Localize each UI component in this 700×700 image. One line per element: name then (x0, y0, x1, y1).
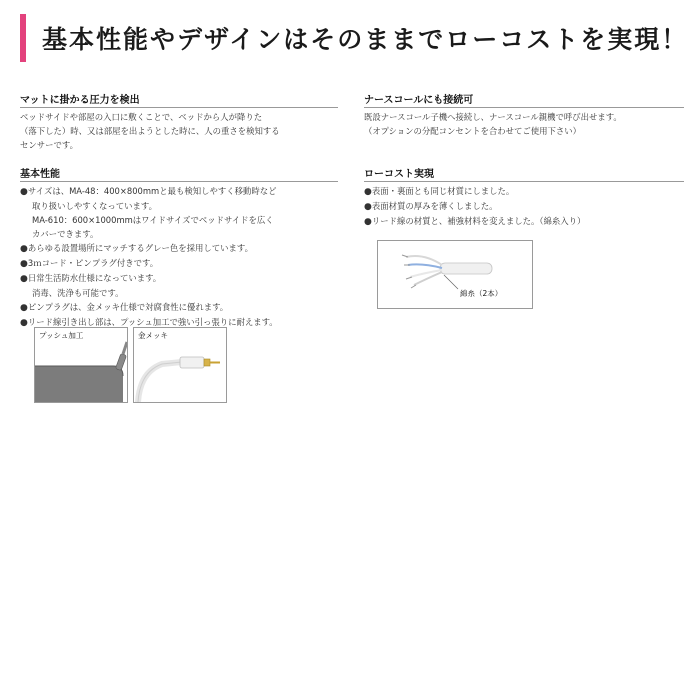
bullet-item (364, 184, 684, 199)
title-accent-bar (20, 14, 26, 62)
bullet-item (20, 184, 338, 199)
section-title: 基本性能 (20, 165, 338, 182)
item-text: 消毒、洗浄も可能です。 (32, 288, 124, 298)
cable-illustration (378, 241, 532, 308)
item-text: カバーできます。 (32, 229, 99, 239)
bullet-icon: ● (364, 202, 372, 212)
item-text: 3ｍコード・ピンプラグ付きです。 (27, 258, 159, 268)
bullet-icon: ● (364, 217, 372, 227)
bullet-item (20, 300, 338, 315)
bullet-continuation (20, 199, 338, 213)
item-text: サイズは、MA-48：400×800mmと最も検知しやすく移動時など (27, 186, 277, 196)
bullet-continuation (20, 286, 338, 300)
bullet-icon: ● (364, 187, 372, 197)
item-text: 取り扱いしやすくなっています。 (32, 201, 157, 211)
cable-photo (377, 240, 533, 309)
item-text: リード線引き出し部は、プッシュ加工で強い引っ張りに耐えます。 (27, 317, 278, 327)
bullet-icon: ● (20, 187, 28, 197)
bullet-item (20, 241, 338, 256)
feature-list (364, 184, 684, 229)
item-text: 表面・裏面とも同じ材質にしました。 (371, 186, 515, 196)
section-low-cost (364, 165, 684, 229)
bullet-item (364, 214, 684, 229)
section-title: マットに掛かる圧力を検出 (20, 91, 338, 108)
text-line: （落下した）時、又は部屋を出ようとした時に、人の重さを検知する (20, 126, 280, 136)
feature-list (20, 184, 338, 330)
gold-plating-photo (133, 327, 227, 403)
bullet-icon: ● (20, 303, 28, 313)
text-line: センサーです。 (20, 140, 78, 150)
item-text: ピンプラグは、金メッキ仕様で対腐食性に優れます。 (27, 302, 229, 312)
bullet-icon: ● (20, 259, 28, 269)
section-title: ナースコールにも接続可 (364, 91, 684, 108)
section-title: ローコスト実現 (364, 165, 684, 182)
section-nurse-call (364, 91, 684, 138)
photo-label: 金メッキ (138, 331, 168, 340)
bullet-continuation (20, 213, 338, 227)
item-text: 日常生活防水仕様になっています。 (27, 273, 162, 283)
bullet-item (20, 256, 338, 271)
push-processing-photo (34, 327, 128, 403)
photo-label: 綿糸（2本） (460, 289, 503, 298)
bullet-item (20, 271, 338, 286)
item-text: 表面材質の厚みを薄くしました。 (371, 201, 498, 211)
photo-label: プッシュ加工 (39, 331, 84, 340)
bullet-continuation (20, 227, 338, 241)
section-mat-pressure (20, 91, 338, 152)
item-text: MA-610：600×1000mmはワイドサイズでベッドサイドを広く (32, 215, 274, 225)
text-line: （オプションの分配コンセントを合わせてご使用下さい） (364, 126, 581, 136)
section-basic-performance (20, 165, 338, 330)
bullet-icon: ● (20, 318, 28, 328)
text-line: 既設ナースコール子機へ接続し、ナースコール親機で呼び出せます。 (364, 112, 622, 122)
item-text: あらゆる設置場所にマッチするグレー色を採用しています。 (27, 243, 253, 253)
item-text: リード線の材質と、補強材料を変えました。（綿糸入り） (371, 216, 586, 226)
bullet-icon: ● (20, 274, 28, 284)
bullet-item (364, 199, 684, 214)
bullet-icon: ● (20, 244, 28, 254)
text-line: ベッドサイドや部屋の入口に敷くことで、ベッドから人が降りた (20, 112, 263, 122)
page-title: 基本性能やデザインはそのままでローコストを実現！ (42, 25, 689, 54)
